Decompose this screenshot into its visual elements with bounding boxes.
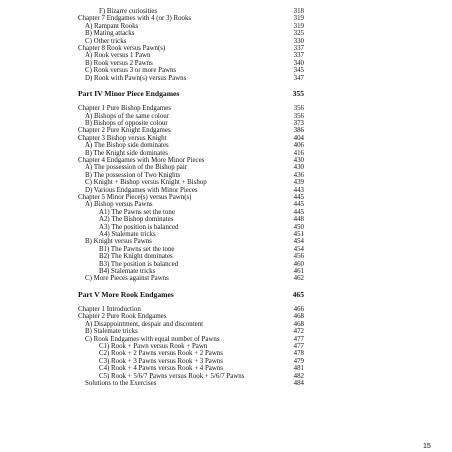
toc-entry <box>78 328 304 335</box>
toc-entry-page: 319 <box>293 22 304 30</box>
toc-entry <box>78 67 304 74</box>
toc-entry-page: 462 <box>293 275 304 283</box>
toc-entry <box>78 120 304 127</box>
toc-entry-title: D) Rook with Pawn(s) versus Pawns <box>85 74 187 82</box>
toc-entry-title: B) Knight versus Pawns <box>85 238 152 246</box>
toc-entry-page: 468 <box>293 320 304 328</box>
toc-entry-title: B2) The Knight dominates <box>99 253 173 261</box>
toc-entry <box>78 142 304 149</box>
toc-entry-page: 460 <box>293 260 304 268</box>
toc-entry <box>78 194 304 201</box>
toc-entry-title: A1) The Pawns set the tone <box>99 208 175 216</box>
toc-entry-title: C2) Rook + 2 Pawns versus Rook + 2 Pawns <box>99 350 223 358</box>
toc-entry-title: B1) The Pawns set the tone <box>99 245 175 253</box>
toc-entry-page: 356 <box>293 112 304 120</box>
toc-entry <box>78 30 304 37</box>
toc-entry-page: 439 <box>293 179 304 187</box>
toc-entry-page: 330 <box>293 37 304 45</box>
toc-entry-title: Solutions to the Exercises <box>85 379 157 387</box>
toc-entry <box>78 343 304 350</box>
toc-entry-title: F) Bizarre curiosities <box>99 8 158 15</box>
toc-entry-page: 436 <box>293 171 304 179</box>
toc-entry-page: 482 <box>293 372 304 380</box>
toc-entry-title: B) Stalemate tricks <box>85 328 138 336</box>
toc-entry-page: 454 <box>293 238 304 246</box>
toc-entry <box>78 187 304 194</box>
toc-entry <box>78 38 304 45</box>
toc-entry <box>78 321 304 328</box>
toc-entry <box>78 23 304 30</box>
toc-entry <box>78 127 304 134</box>
toc-entry-title: Chapter 3 Bishop versus Knight <box>78 134 167 142</box>
toc-entry <box>78 253 304 260</box>
table-of-contents <box>78 8 304 387</box>
toc-entry <box>78 105 304 112</box>
toc-entry-title: C) More Pieces against Pawns <box>85 275 169 283</box>
toc-entry <box>78 246 304 253</box>
toc-entry-title: Chapter 5 Minor Piece(s) versus Pawn(s) <box>78 193 192 201</box>
toc-entry-page: 443 <box>293 186 304 194</box>
toc-entry-page: 430 <box>293 157 304 165</box>
toc-entry-page: 445 <box>293 201 304 209</box>
toc-entry-title: B3) The position is balanced <box>99 260 179 268</box>
toc-entry-title: D) Various Endgames with Minor Pieces <box>85 186 198 194</box>
toc-entry-page: 373 <box>293 120 304 128</box>
toc-entry <box>78 135 304 142</box>
toc-entry <box>78 373 304 380</box>
toc-entry <box>78 216 304 223</box>
toc-entry-page: 356 <box>293 105 304 113</box>
toc-entry <box>78 164 304 171</box>
toc-entry-page: 477 <box>293 343 304 351</box>
toc-entry-title: A2) The Bishop dominates <box>99 216 174 224</box>
toc-entry-title: A) Rook versus 1 Pawn <box>85 52 151 60</box>
toc-entry-title: B4) Stalemate tricks <box>99 267 156 275</box>
toc-entry-page: 465 <box>292 290 304 300</box>
toc-entry-page: 454 <box>293 245 304 253</box>
toc-entry <box>78 209 304 216</box>
toc-entry <box>78 179 304 186</box>
toc-entry-title: B) Rook versus 2 Pawns <box>85 59 153 67</box>
toc-entry <box>78 365 304 372</box>
toc-entry <box>78 8 304 15</box>
toc-entry-page: 430 <box>293 164 304 172</box>
toc-entry-title: B) The possession of Two Knights <box>85 171 181 179</box>
page-number: 15 <box>423 443 431 450</box>
toc-entry-title: C3) Rook + 3 Pawns versus Rook + 3 Pawns <box>99 357 223 365</box>
toc-entry-page: 340 <box>293 59 304 67</box>
toc-entry-title: Part IV Minor Piece Endgames <box>78 89 180 99</box>
toc-entry-page: 450 <box>293 223 304 231</box>
toc-entry <box>78 52 304 59</box>
toc-entry-page: 406 <box>293 142 304 150</box>
toc-entry-page: 472 <box>293 328 304 336</box>
toc-entry-title: C) Knight + Bishop versus Knight + Bishop <box>85 179 207 187</box>
toc-entry <box>78 238 304 245</box>
toc-entry-title: Chapter 1 Pure Bishop Endgames <box>78 105 172 113</box>
toc-entry-page: 484 <box>293 379 304 387</box>
toc-entry <box>78 350 304 357</box>
toc-entry <box>78 113 304 120</box>
toc-entry <box>78 380 304 387</box>
toc-entry-title: A) Bishops of the same colour <box>85 112 170 120</box>
toc-entry-page: 416 <box>293 149 304 157</box>
toc-entry-page: 347 <box>293 74 304 82</box>
toc-entry-page: 468 <box>293 313 304 321</box>
toc-entry-page: 451 <box>293 230 304 238</box>
toc-entry-title: C4) Rook + 4 Pawns versus Rook + 4 Pawns <box>99 365 223 373</box>
toc-entry <box>78 268 304 275</box>
toc-entry-title: Chapter 2 Pure Rook Endgames <box>78 313 167 321</box>
toc-entry-page: 404 <box>293 134 304 142</box>
toc-entry <box>78 172 304 179</box>
toc-entry <box>78 306 304 313</box>
toc-part-heading <box>78 90 304 97</box>
toc-entry <box>78 313 304 320</box>
toc-entry-title: A) Bishop versus Pawns <box>85 201 153 209</box>
toc-entry <box>78 60 304 67</box>
toc-entry-page: 337 <box>293 52 304 60</box>
toc-entry <box>78 336 304 343</box>
toc-entry-page: 448 <box>293 216 304 224</box>
toc-entry-title: A) The possession of the Bishop pair <box>85 164 188 172</box>
toc-entry-title: B) Mating attacks <box>85 30 135 38</box>
toc-entry-page: 479 <box>293 357 304 365</box>
toc-entry-page: 477 <box>293 335 304 343</box>
toc-entry <box>78 224 304 231</box>
toc-entry-page: 337 <box>293 44 304 52</box>
toc-entry-title: A3) The position is balanced <box>99 223 179 231</box>
toc-entry-page: 319 <box>293 15 304 23</box>
toc-entry-page: 445 <box>293 193 304 201</box>
toc-entry-page: 445 <box>293 208 304 216</box>
toc-entry <box>78 261 304 268</box>
toc-entry <box>78 358 304 365</box>
toc-entry-title: A) Rampant Rooks <box>85 22 139 30</box>
toc-entry-title: Part V More Rook Endgames <box>78 290 174 300</box>
toc-entry-title: Chapter 8 Rook versus Pawn(s) <box>78 44 166 52</box>
toc-entry-page: 466 <box>293 306 304 314</box>
toc-entry-title: C) Other tricks <box>85 37 127 45</box>
toc-entry-title: B) The Knight side dominates <box>85 149 168 157</box>
toc-entry <box>78 231 304 238</box>
toc-entry-title: A) Disappointment, despair and discontent <box>85 320 204 328</box>
toc-entry-page: 355 <box>292 89 304 99</box>
toc-entry-title: A) The Bishop side dominates <box>85 142 169 150</box>
toc-entry-title: C) Rook Endgames with equal number of Pawns <box>85 335 220 343</box>
toc-entry-title: C1) Rook + Pawn versus Rook + Pawn <box>99 343 208 351</box>
toc-entry-title: C) Rook versus 3 or more Pawns <box>85 67 177 75</box>
toc-entry-title: Chapter 1 Introduction <box>78 306 141 314</box>
toc-part-heading <box>78 291 304 298</box>
toc-entry-page: 461 <box>293 267 304 275</box>
toc-entry-page: 481 <box>293 365 304 373</box>
toc-entry-title: Chapter 4 Endgames with More Minor Pieces <box>78 157 205 165</box>
toc-entry <box>78 157 304 164</box>
toc-entry <box>78 15 304 22</box>
toc-entry-title: C5) Rook + 5/6/7 Pawns versus Rook + 5/6/7 Pawns <box>99 372 245 380</box>
toc-entry-page: 456 <box>293 253 304 261</box>
toc-entry-title: Chapter 7 Endgames with 4 (or 3) Rooks <box>78 15 192 23</box>
toc-entry-page: 325 <box>293 30 304 38</box>
toc-entry <box>78 150 304 157</box>
toc-entry-page: 386 <box>293 127 304 135</box>
toc-entry <box>78 275 304 282</box>
toc-entry <box>78 75 304 82</box>
toc-entry-page: 478 <box>293 350 304 358</box>
toc-entry-page: 318 <box>293 8 304 15</box>
toc-entry-title: Chapter 2 Pure Knight Endgames <box>78 127 171 135</box>
toc-entry <box>78 45 304 52</box>
toc-entry-page: 345 <box>293 67 304 75</box>
toc-entry <box>78 201 304 208</box>
toc-entry-title: B) Bishops of opposite colour <box>85 120 168 128</box>
toc-entry-title: A4) Stalemate tricks <box>99 230 156 238</box>
